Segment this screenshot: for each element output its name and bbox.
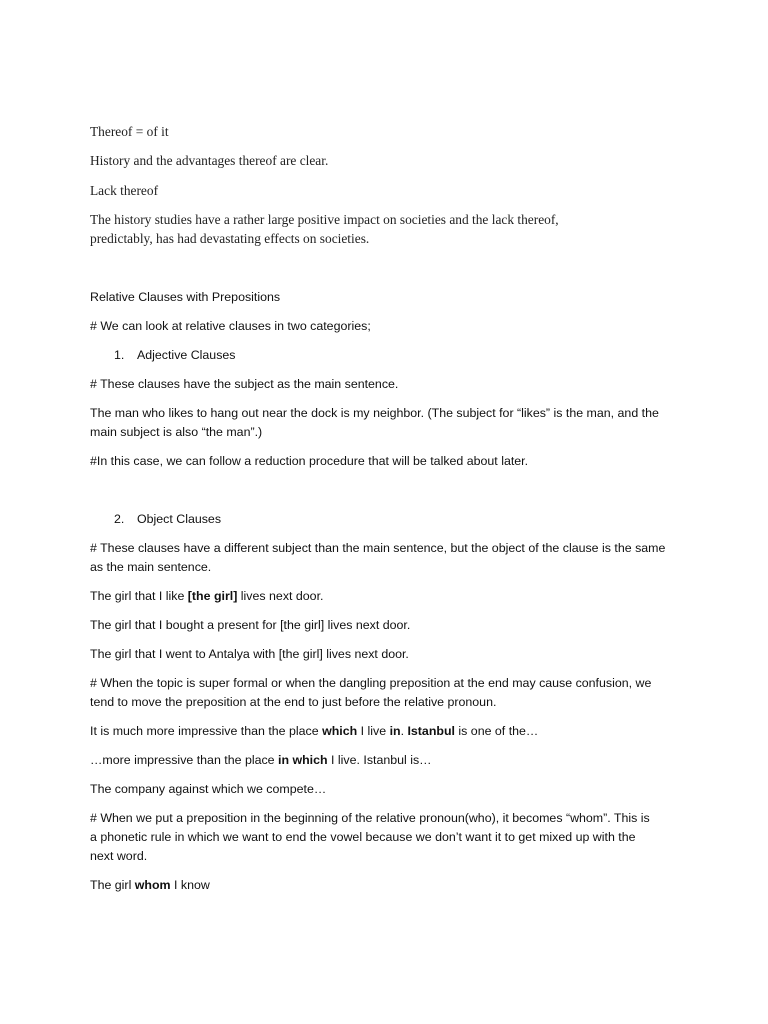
note-object-clauses: [90, 539, 680, 577]
list-number: 2.: [114, 512, 125, 526]
list-label: Adjective Clauses: [137, 348, 236, 362]
bold-segment: which: [322, 724, 358, 738]
note-formal-line-1: # When the topic is super formal or when the dangling preposition at the end may cause confusion, we: [90, 676, 652, 690]
example-man-line-1: The man who likes to hang out near the dock is my neighbor. (The subject for “likes” is the man, and the: [90, 406, 659, 420]
example-company: The company against which we compete…: [90, 782, 327, 796]
text-segment: …more impressive than the place: [90, 753, 279, 767]
phrase-line: Lack thereof: [90, 183, 159, 198]
text-segment: I live: [357, 724, 390, 738]
list-number: 1.: [114, 348, 125, 362]
section-heading: Relative Clauses with Prepositions: [90, 290, 281, 304]
example-sentence: History and the advantages thereof are clear.: [90, 153, 329, 168]
bold-segment: Istanbul: [407, 724, 455, 738]
text-segment: is one of the…: [454, 724, 539, 738]
text-segment: The girl that I like: [90, 589, 188, 603]
example-girl-present: The girl that I bought a present for [the girl] lives next door.: [90, 618, 411, 632]
text-segment: I live. Istanbul is…: [327, 753, 432, 767]
note-object-line-1: # These clauses have a different subject than the main sentence, but the object of the clause is the same: [90, 541, 666, 555]
example-istanbul-1: [90, 722, 680, 741]
note-formal: [90, 674, 680, 712]
bold-segment: in: [389, 724, 401, 738]
note-categories: # We can look at relative clauses in two categories;: [90, 319, 371, 333]
example-girl-whom: [90, 876, 680, 895]
example-istanbul-2: [90, 751, 680, 770]
text-segment: It is much more impressive than the place: [90, 724, 323, 738]
note-whom-line-1: # When we put a preposition in the beginning of the relative pronoun(who), it becomes “whom”. This is: [90, 811, 650, 825]
note-formal-line-2: tend to move the preposition at the end to just before the relative pronoun.: [90, 695, 497, 709]
bold-segment: whom: [134, 878, 171, 892]
note-whom: [90, 809, 680, 866]
example-girl-like: [90, 587, 680, 606]
example-man: [90, 404, 680, 442]
note-whom-line-2: a phonetic rule in which we want to end the vowel because we don’t want it to get mixed up with the: [90, 830, 636, 844]
text-segment: lives next door.: [237, 589, 324, 603]
example-man-line-2: main subject is also “the man”.): [90, 425, 263, 439]
text-segment: I know: [170, 878, 210, 892]
definition-line: Thereof = of it: [90, 124, 169, 139]
bold-segment: [the girl]: [187, 589, 238, 603]
list-label: Object Clauses: [137, 512, 222, 526]
example-girl-antalya: The girl that I went to Antalya with [the girl] lives next door.: [90, 647, 409, 661]
text-segment: .: [400, 724, 408, 738]
note-object-line-2: as the main sentence.: [90, 560, 212, 574]
list-item-object: [114, 510, 704, 529]
text-segment: The girl: [90, 878, 135, 892]
list-item-adjective: [114, 346, 704, 365]
note-subject: # These clauses have the subject as the main sentence.: [90, 377, 399, 391]
note-whom-line-3: next word.: [90, 849, 148, 863]
example-paragraph-line-2: predictably, has had devastating effects on societies.: [90, 231, 370, 246]
example-paragraph-line-1: The history studies have a rather large positive impact on societies and the lack thereof,: [90, 212, 559, 227]
bold-segment: in which: [278, 753, 328, 767]
example-paragraph: [90, 210, 680, 248]
note-reduction: #In this case, we can follow a reduction procedure that will be talked about later.: [90, 454, 529, 468]
